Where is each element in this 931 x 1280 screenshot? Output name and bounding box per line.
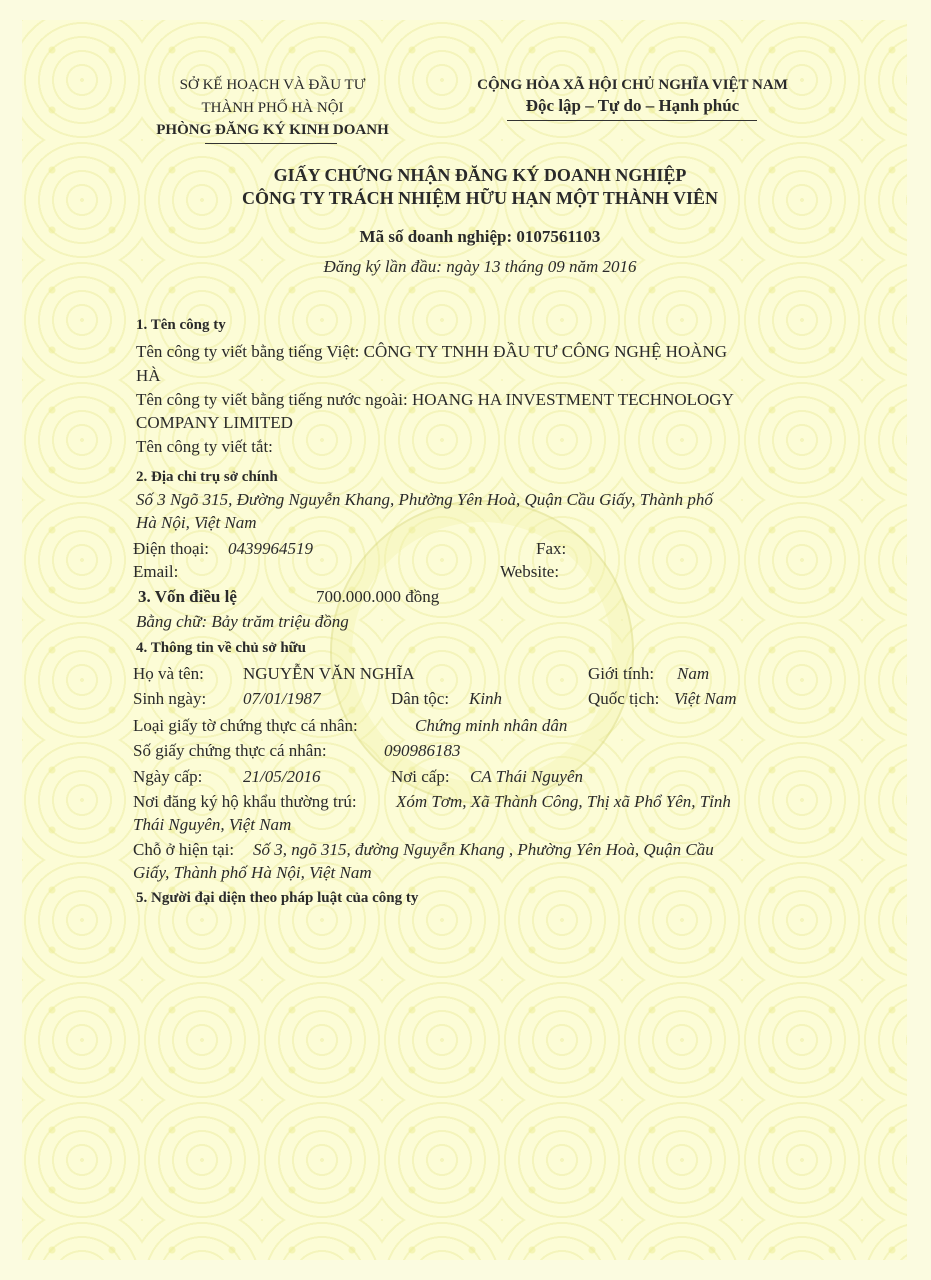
fax-label: Fax:	[536, 539, 567, 558]
owner-name-value: NGUYỄN VĂN NGHĨA	[243, 664, 415, 683]
id-number-value: 090986183	[384, 741, 461, 760]
section-2-heading: 2. Địa chỉ trụ sở chính	[136, 469, 278, 485]
current-address-label: Chỗ ở hiện tại:	[133, 840, 235, 859]
permanent-residence-line-2: Thái Nguyên, Việt Nam	[133, 815, 292, 834]
ethnicity-label: Dân tộc:	[391, 689, 450, 708]
permanent-residence-label: Nơi đăng ký hộ khẩu thường trú:	[133, 792, 357, 811]
issue-date-label: Ngày cấp:	[133, 767, 203, 786]
id-type-value: Chứng minh nhân dân	[415, 716, 568, 735]
agency-underline	[205, 143, 337, 144]
phone-value: 0439964519	[228, 539, 313, 558]
dob-label: Sinh ngày:	[133, 689, 207, 708]
owner-name-label: Họ và tên:	[133, 664, 204, 683]
company-name-vn-line-2: HÀ	[136, 366, 161, 385]
section-5-heading: 5. Người đại diện theo pháp luật của công ty	[136, 890, 419, 906]
charter-capital-words: Bằng chữ: Bảy trăm triệu đồng	[136, 612, 349, 631]
agency-line-1: SỞ KẾ HOẠCH VÀ ĐẦU TƯ	[179, 77, 366, 93]
gender-value: Nam	[677, 664, 710, 683]
id-type-label: Loại giấy tờ chứng thực cá nhân:	[133, 716, 358, 735]
head-office-address-line-2: Hà Nội, Việt Nam	[136, 513, 257, 532]
company-short-name: Tên công ty viết tắt:	[136, 437, 273, 456]
nationality-label: Quốc tịch:	[588, 689, 660, 708]
issue-place-label: Nơi cấp:	[391, 767, 450, 786]
national-motto: Độc lập – Tự do – Hạnh phúc	[525, 96, 740, 115]
dob-value: 07/01/1987	[243, 689, 321, 708]
ethnicity-value: Kinh	[469, 689, 503, 708]
company-type-title: CÔNG TY TRÁCH NHIỆM HỮU HẠN MỘT THÀNH VIÊN	[241, 188, 719, 208]
company-name-foreign-line-1: Tên công ty viết bằng tiếng nước ngoài: HOANG HA INVESTMENT TECHNOLOGY	[136, 390, 734, 409]
first-registration-date: Đăng ký lần đầu: ngày 13 tháng 09 năm 2016	[323, 257, 637, 276]
charter-capital-value: 700.000.000 đồng	[316, 587, 440, 606]
agency-line-2: THÀNH PHỐ HÀ NỘI	[201, 100, 344, 116]
section-4-heading: 4. Thông tin về chủ sở hữu	[136, 640, 307, 656]
motto-underline	[507, 120, 757, 121]
gender-label: Giới tính:	[588, 664, 655, 683]
issue-date-value: 21/05/2016	[243, 767, 321, 786]
document-title: GIẤY CHỨNG NHẬN ĐĂNG KÝ DOANH NGHIỆP	[273, 165, 687, 185]
phone-label: Điện thoại:	[133, 539, 210, 558]
section-1-heading: 1. Tên công ty	[136, 317, 226, 333]
email-label: Email:	[133, 562, 179, 581]
agency-line-3: PHÒNG ĐĂNG KÝ KINH DOANH	[156, 122, 389, 138]
company-name-foreign-line-2: COMPANY LIMITED	[136, 413, 293, 432]
nationality-value: Việt Nam	[674, 689, 737, 708]
website-label: Website:	[500, 562, 560, 581]
issue-place-value: CA Thái Nguyên	[470, 767, 584, 786]
section-3-heading: 3. Vốn điều lệ	[138, 587, 237, 606]
national-emblem-watermark	[330, 500, 634, 804]
current-address-line-1: Số 3, ngõ 315, đường Nguyễn Khang , Phường Yên Hoà, Quận Cầu	[253, 840, 714, 859]
head-office-address-line-1: Số 3 Ngõ 315, Đường Nguyễn Khang, Phường Yên Hoà, Quận Cầu Giấy, Thành phố	[136, 490, 713, 509]
nation-name: CỘNG HÒA XÃ HỘI CHỦ NGHĨA VIỆT NAM	[477, 77, 788, 93]
id-number-label: Số giấy chứng thực cá nhân:	[133, 741, 327, 760]
permanent-residence-line-1: Xóm Tơm, Xã Thành Công, Thị xã Phổ Yên, Tỉnh	[396, 792, 731, 811]
current-address-line-2: Giấy, Thành phố Hà Nội, Việt Nam	[133, 863, 372, 882]
enterprise-code: Mã số doanh nghiệp: 0107561103	[359, 227, 601, 246]
company-name-vn-line-1: Tên công ty viết bằng tiếng Việt: CÔNG TY TNHH ĐẦU TƯ CÔNG NGHỆ HOÀNG	[136, 342, 728, 361]
